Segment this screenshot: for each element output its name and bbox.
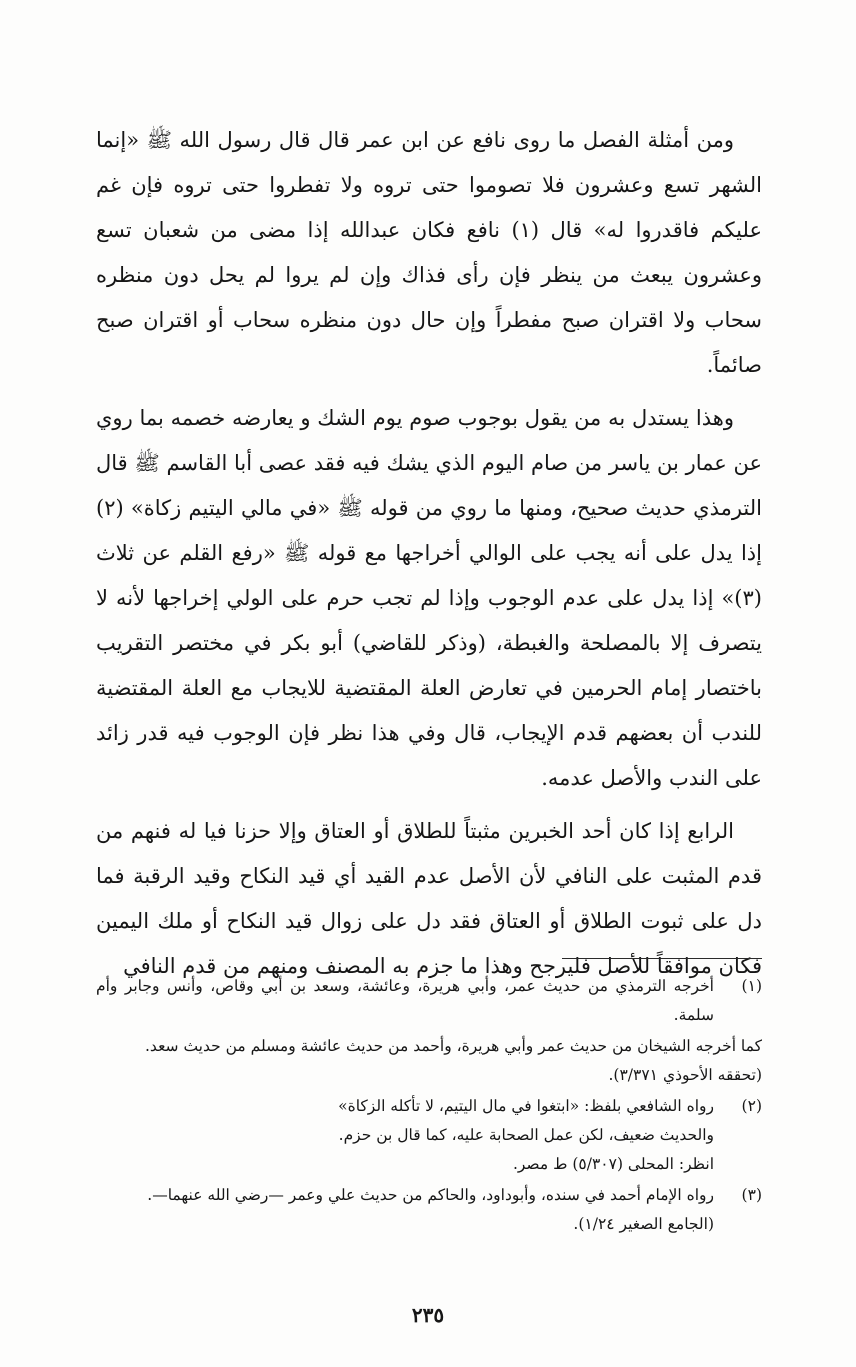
footnote-line: رواه الإمام أحمد في سنده، وأبوداود، والحاكم من حديث علي وعمر —رضي الله عنهما—. — [147, 1186, 714, 1204]
footnote-number: (٣) — [741, 1186, 762, 1204]
footnote-number: (٢) — [741, 1097, 762, 1115]
footnote-2 — [96, 1092, 762, 1179]
footnote-line: (تحققه الأحوذي ٣/٣٧١). — [608, 1066, 762, 1084]
main-text — [96, 118, 762, 989]
footnote-line: انظر: المحلى (٥/٣٠٧) ط مصر. — [512, 1155, 714, 1173]
paragraph-3: الرابع إذا كان أحد الخبرين مثبتاً للطلاق أو العتاق وإلا حزنا فيا له فنهم من قدم المثبت على النافي لأن الأصل عدم القيد أي قيد النكاح وقيد الرقبة فما دل على ثبوت الطلاق أو العتاق فقد دل على زوال قيد النكاح أو ملك اليمين فكان موافقاً للأصل فليرجح وهذا ما جزم به المصنف ومنهم من قدم النافي — [96, 819, 762, 978]
paragraph-1: ومن أمثلة الفصل ما روى نافع عن ابن عمر قال قال رسول الله ﷺ «إنما الشهر تسع وعشرون فلا تصوموا حتى تروه ولا تفطروا حتى تروه فإن غم عليكم فاقدروا له» قال (١) نافع فكان عبدالله إذا مضى من شعبان تسع وعشرون يبعث من ينظر فإن رأى فذاك وإن لم يروا لم يحل دون منظره سحاب ولا اقتران صبح مفطراً وإن حال دون منظره سحاب أو اقتران صبح صائماً. — [96, 128, 762, 377]
footnote-line: رواه الشافعي بلفظ: «ابتغوا في مال اليتيم، لا تأكله الزكاة» — [338, 1097, 714, 1115]
footnote-body — [96, 1092, 714, 1179]
paragraph-2: وهذا يستدل به من يقول بوجوب صوم يوم الشك و يعارضه خصمه بما روي عن عمار بن ياسر من صام اليوم الذي يشك فيه فقد عصى أبا القاسم ﷺ قال الترمذي حديث صحيح، ومنها ما روي من قوله ﷺ «في مالي اليتيم زكاة» (٢) إذا يدل على أنه يجب على الوالي أخراجها مع قوله ﷺ «رفع القلم عن ثلاث (٣)» إذا يدل على عدم الوجوب وإذا لم تجب حرم على الولي إخراجها لأنه لا يتصرف إلا بالمصلحة والغبطة، (وذكر للقاضي) أبو بكر في مختصر التقريب باختصار إمام الحرمين في تعارض العلة المقتضية للايجاب مع العلة المقتضية للندب أن بعضهم قدم الإيجاب، قال وفي هذا نظر فإن الوجوب فيه قدر زائد على الندب والأصل عدمه. — [96, 406, 762, 790]
footnote-body — [96, 972, 714, 1030]
footnote-line: أخرجه الترمذي من حديث عمر، وأبي هريرة، وعائشة، وسعد بن أبي وقاص، وأنس وجابر وأم سلمة. — [96, 977, 714, 1024]
footnote-1-continued — [96, 1032, 762, 1090]
footnote-separator — [562, 958, 762, 959]
footnotes — [96, 972, 762, 1241]
footnote-line: (الجامع الصغير ١/٢٤). — [573, 1215, 714, 1233]
footnote-line: والحديث ضعيف، لكن عمل الصحابة عليه، كما قال بن حزم. — [338, 1126, 714, 1144]
footnote-body — [96, 1032, 762, 1090]
footnote-number: (١) — [741, 977, 762, 995]
footnote-line: كما أخرجه الشيخان من حديث عمر وأبي هريرة، وأحمد من حديث عائشة ومسلم من حديث سعد. — [145, 1037, 762, 1055]
footnote-3 — [96, 1181, 762, 1239]
page-number: ٢٣٥ — [411, 1303, 445, 1327]
footnote-1 — [96, 972, 762, 1030]
footnote-body — [96, 1181, 714, 1239]
